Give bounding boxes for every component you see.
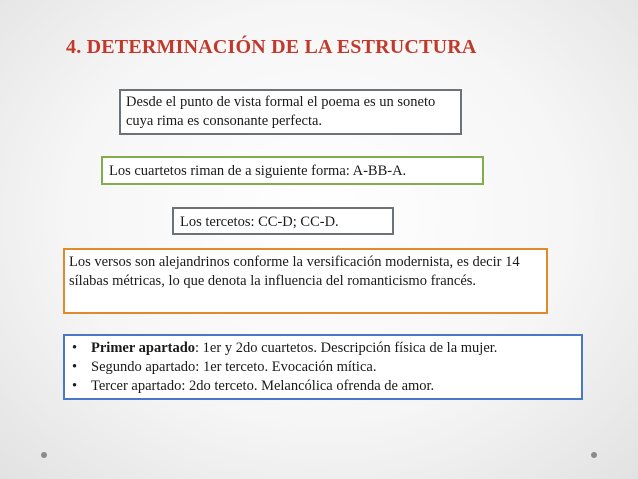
- apartado-2-text: Segundo apartado: 1er terceto. Evocación mítica.: [91, 359, 377, 375]
- versification-box: Los versos son alejandrinos conforme la versificación modernista, es decir 14 sílabas métricas, lo que denota la influencia del romanticismo francés.: [63, 248, 548, 314]
- tercetos-rhyme-box: Los tercetos: CC-D; CC-D.: [172, 207, 394, 235]
- decorative-dot-right: [591, 452, 597, 458]
- apartado-3-text: Tercer apartado: 2do terceto. Melancólica ofrenda de amor.: [91, 378, 435, 394]
- decorative-dot-left: [41, 452, 47, 458]
- slide-title: 4. DETERMINACIÓN DE LA ESTRUCTURA: [66, 36, 477, 58]
- apartado-item-1: [69, 339, 577, 358]
- apartado-item-3: [69, 377, 577, 396]
- apartado-1-text: : 1er y 2do cuartetos. Descripción física de la mujer.: [195, 340, 498, 356]
- bullet-icon: •: [72, 340, 78, 356]
- cuartetos-rhyme-box: Los cuartetos riman de a siguiente forma: A-BB-A.: [101, 156, 484, 185]
- formal-structure-box: Desde el punto de vista formal el poema es un soneto cuya rima es consonante perfecta.: [119, 89, 462, 135]
- apartados-list: [69, 339, 577, 396]
- apartado-item-2: [69, 358, 577, 377]
- bullet-icon: •: [72, 378, 78, 394]
- apartados-box: [63, 334, 583, 400]
- bullet-icon: •: [72, 359, 78, 375]
- apartado-1-heading: Primer apartado: [91, 340, 196, 356]
